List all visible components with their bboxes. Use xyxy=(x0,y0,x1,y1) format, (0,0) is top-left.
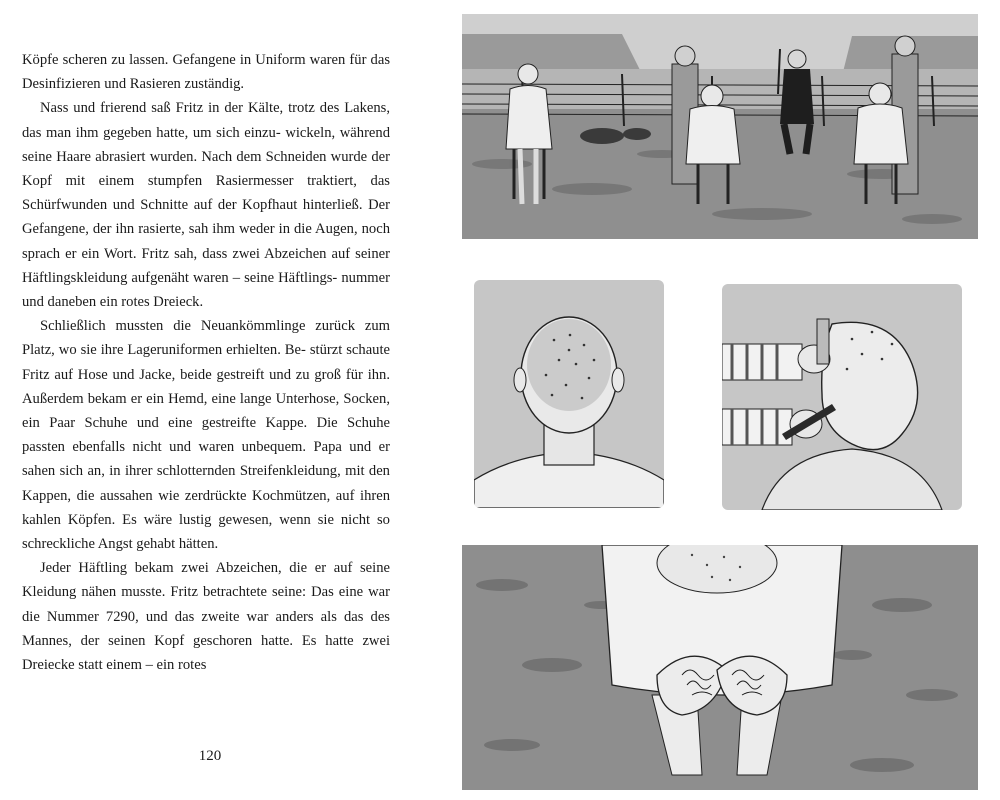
text-line: anders als das des Mannes, der seinen Kopf geschoren xyxy=(22,608,390,649)
text-line: für das Desinfizieren und Rasieren zuständig. xyxy=(22,52,390,93)
text-line: stürzt schaute Fritz auf Hose und Jacke, beide gestreift xyxy=(22,342,390,383)
paragraph xyxy=(22,96,390,314)
text-line: ein Wort. Fritz sah, dass zwei Abzeichen auf seiner xyxy=(81,245,390,262)
text-line: und zu groß für ihn. Außerdem bekam er ein Hemd, xyxy=(22,366,391,407)
paragraph xyxy=(22,556,390,677)
text-line: Lakens, das man ihm gegeben hatte, um sich einzu- xyxy=(22,100,390,141)
illustration-shaved-head-back xyxy=(474,280,664,508)
text-line: hatte. Es hatte zwei Dreiecke statt einem – ein rotes xyxy=(22,632,390,674)
text-line: zum Platz, wo sie ihre Lageruniformen erhielten. Be- xyxy=(22,318,390,359)
text-line: Köpfe scheren zu lassen. Gefangene in Uniform waren xyxy=(22,52,346,68)
text-line: Rasiermesser traktiert, das Schürfwunden und Schnitte xyxy=(22,173,390,214)
text-line: eine lange Unterhose, Socken, ein Paar Schuhe und eine xyxy=(22,390,390,432)
text-line: rasierte, sah ihm weder in die Augen, noch sprach er xyxy=(22,221,390,262)
text-line: wickeln, während seine Haare abrasiert wurden. Nach xyxy=(22,124,390,165)
illustration-hands-holding-hair xyxy=(462,545,978,790)
text-line: Häftlingskleidung aufgenäht waren – seine Häftlings- xyxy=(22,269,338,286)
text-line: auf der Kopfhaut hinterließ. Der Gefangene, der ihn xyxy=(22,197,390,238)
page-number: 120 xyxy=(198,748,222,764)
text-line: nummer und daneben ein rotes Dreieck. xyxy=(22,269,390,311)
illustration-razor-on-head xyxy=(722,284,962,510)
paragraph xyxy=(22,48,390,96)
text-line: die aussahen wie zerdrückte Kochmützen, auf ihren xyxy=(76,487,390,504)
text-line: Das eine war die Nummer 7290, und das zweite war xyxy=(22,584,390,625)
text-line: Schließlich mussten die Neuankömmlinge zurück xyxy=(40,318,355,335)
paragraph xyxy=(22,314,390,556)
text-line: kahlen Köpfen. Es wäre lustig gewesen, wenn sie nicht xyxy=(22,511,371,528)
text-line: Nass und frierend saß Fritz in der Kälte, trotz des xyxy=(40,100,340,117)
text-line: ihrer schlotternden Streifenkleidung, mit den Kappen, xyxy=(22,463,390,504)
text-line: gestreifte Kappe. Die Schuhe passten ebenfalls nicht xyxy=(22,415,390,456)
text-line: seine Kleidung nähen musste. Fritz betrachtete seine: xyxy=(22,560,390,601)
text-line: und waren unbequem. Papa und er sahen sich an, in xyxy=(22,439,390,480)
text-line: so schreckliche Angst gehabt hätten. xyxy=(22,511,390,553)
text-page xyxy=(22,48,390,677)
illustration-camp-shaving-scene xyxy=(462,14,978,239)
text-line: Jeder Häftling bekam zwei Abzeichen, die er auf xyxy=(40,560,353,577)
text-line: dem Schneiden wurde der Kopf mit einem stumpfen xyxy=(22,148,391,190)
